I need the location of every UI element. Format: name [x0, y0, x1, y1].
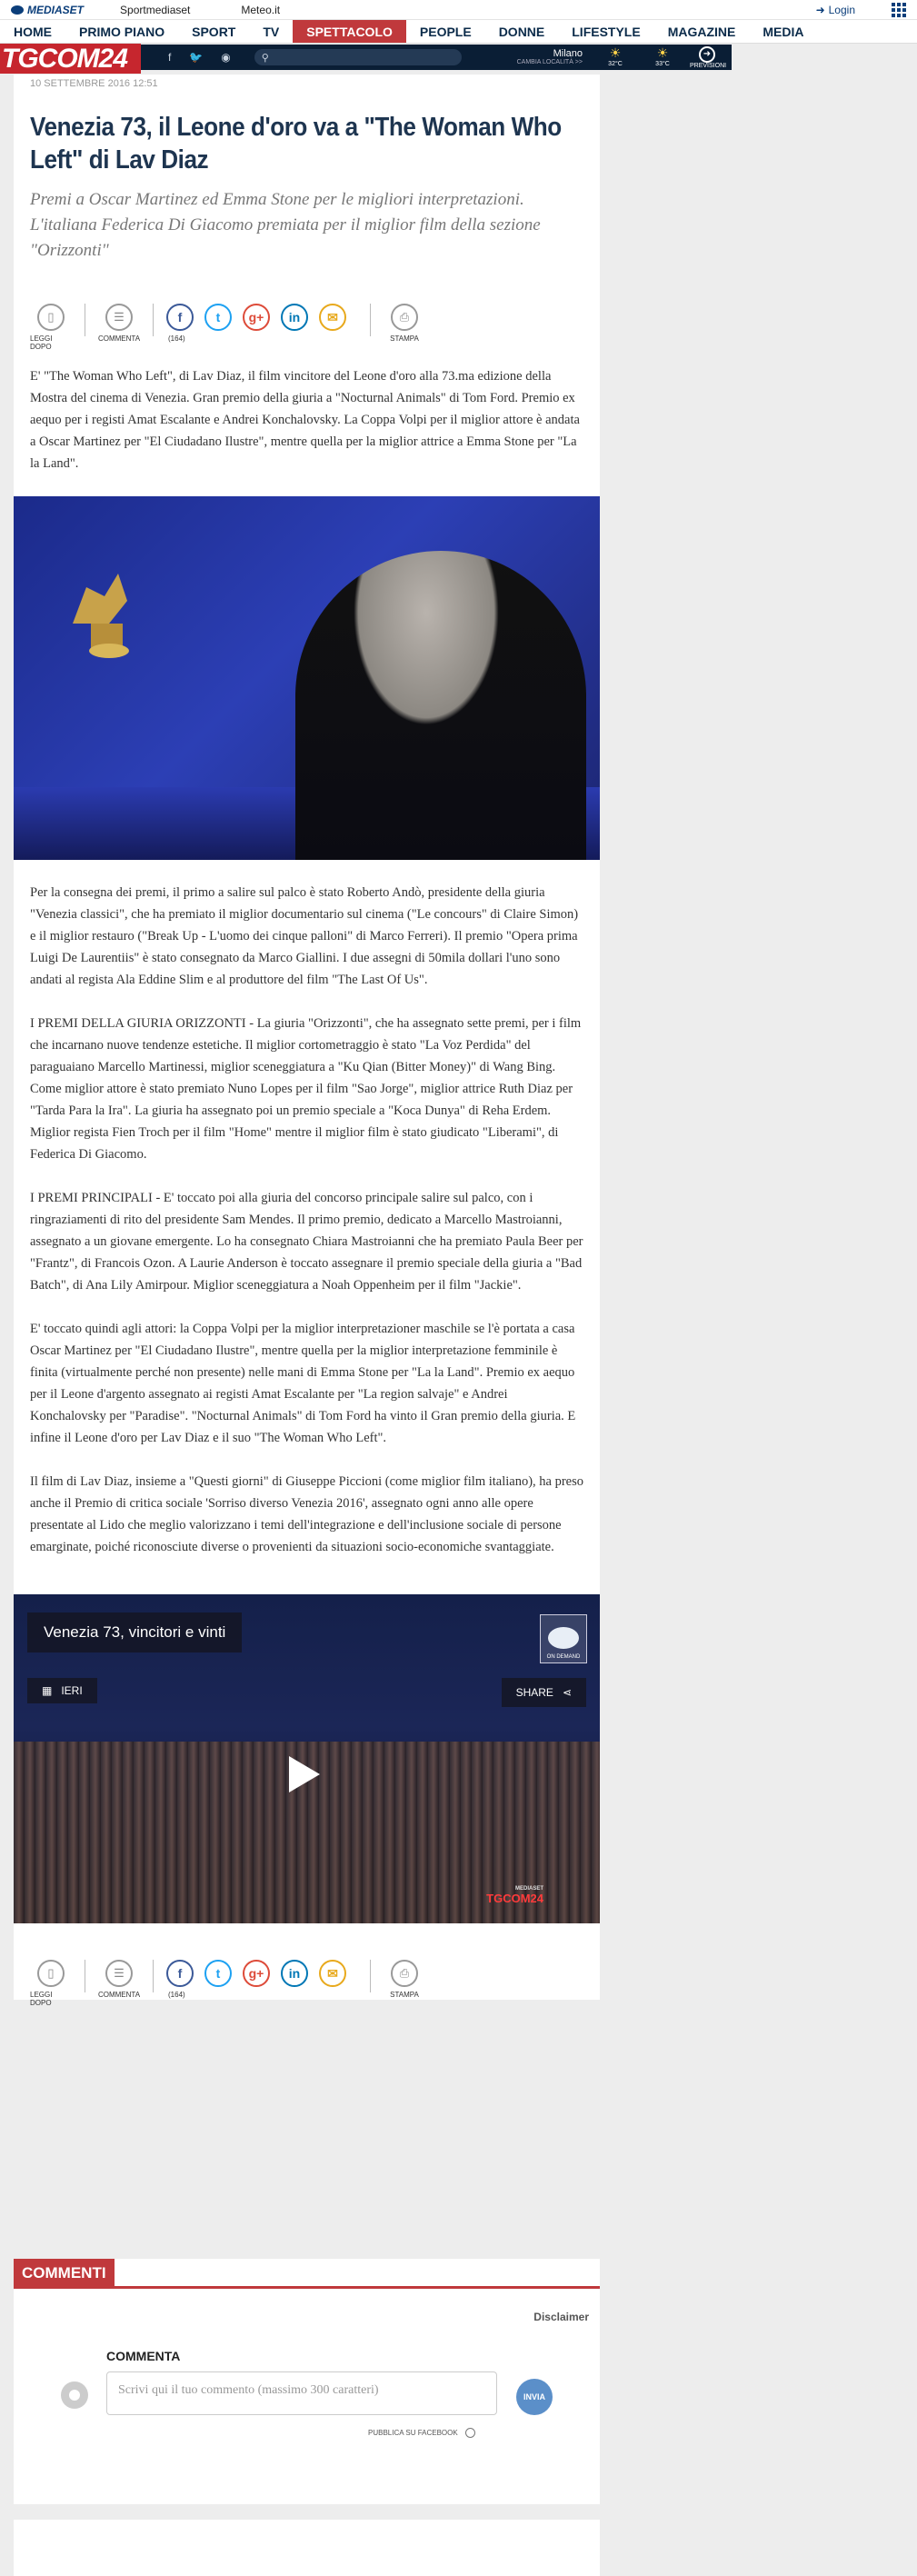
read-later-button[interactable]: ▯ LEGGI DOPO	[30, 304, 72, 351]
linkedin-share-icon[interactable]: in	[281, 304, 308, 331]
avatar	[61, 2381, 88, 2409]
googleplus-share-icon[interactable]: g+	[243, 1960, 270, 1987]
weather-city[interactable]: Milano CAMBIA LOCALITÀ >>	[516, 48, 583, 66]
divider	[153, 1960, 154, 1992]
top-utility-bar	[0, 0, 917, 20]
share-count: (164)	[168, 1991, 185, 1999]
tgcom24-watermark: MEDIASET TGCOM24	[486, 1886, 543, 1905]
divider	[153, 304, 154, 336]
paragraph: I PREMI PRINCIPALI - E' toccato poi alla giuria del concorso principale salire sul palco, con i ringraziamenti di rito del presidente Sam Mendes. Il primo premio, dedicato a Marcello Mastroianni, assegnato a un giovane emergente. Lo ha consegnato Chiara Mastroianni che ha premiato Paula Beer per "Frantz", di Francois Ozon. A Laurie Anderson è toccato assegnare il premio speciale della giuria a "Bad Batch", di Ana Lily Amirpour. Miglior sceneggiatura a Noah Oppenheim per il film "Jackie".	[30, 1191, 583, 1293]
photo-subject	[295, 551, 586, 860]
googleplus-share-icon[interactable]: g+	[243, 304, 270, 331]
print-icon: ⎙	[391, 1960, 418, 1987]
twitter-share-icon[interactable]: t	[204, 1960, 232, 1987]
video-title: Venezia 73, vincitori e vinti	[27, 1612, 242, 1652]
divider	[370, 304, 371, 336]
facebook-share-icon[interactable]: f	[166, 304, 194, 331]
golden-lion-trophy	[55, 560, 154, 669]
article-subtitle: Premi a Oscar Martinez ed Emma Stone per le migliori interpretazioni. L'italiana Federica Di Giacomo premiata per il miglior film della sezione "Orizzonti"	[30, 190, 541, 260]
paragraph: Il film di Lav Diaz, insieme a "Questi giorni" di Giuseppe Piccioni (come miglior film italiano), ha preso anche il Premio di critica sociale 'Sorriso diverso Venezia 2016', assegnato ogni anno alle opere presentate al Lido che meglio valorizzano i temi dell'integrazione e dell'inclusione sociale di persone emarginate, poiché riconosciute diverse o provenienti da situazioni socio-economiche svantaggiate.	[30, 1474, 584, 1554]
social-share-group	[166, 304, 357, 343]
sportmediaset-link[interactable]: Sportmediaset	[120, 3, 191, 16]
divider	[370, 1960, 371, 1992]
mediaset-logo-icon	[11, 5, 24, 15]
tgcom24-logo[interactable]: TGCOM24	[0, 44, 141, 74]
nav-lifestyle[interactable]: LIFESTYLE	[572, 24, 641, 39]
share-bar-bottom	[30, 1960, 583, 2007]
rss-icon[interactable]: ◉	[221, 51, 231, 64]
read-later-button[interactable]: ▯ LEGGI DOPO	[30, 1960, 72, 2007]
play-icon[interactable]	[289, 1756, 320, 1792]
paragraph: I PREMI DELLA GIURIA ORIZZONTI - La giuria "Orizzonti", che ha assegnato sette premi, per i film che incarnano nuove tendenze estetiche. Il miglior cortometraggio è stato "La Voz Perdida" del paraguaiano Marcello Martinessi, miglior sceneggiatura a "Ku Qian (Bitter Money)" di Wang Bing. Come miglior attore è stato premiato Nuno Lopes per il film "Sao Jorge", miglior attrice Ruth Diaz per "Tarda Para la Ira". La giuria ha assegnato poi un premio speciale a "Koca Dunya" di Reha Erdem. Miglior regista Fien Troch per il film "Home" mentre il miglior film è stato giudicato "Liberami", di Federica Di Giacomo.	[30, 1016, 582, 1162]
nav-donne[interactable]: DONNE	[498, 24, 545, 39]
calendar-icon: ▦	[42, 1684, 53, 1697]
nav-home[interactable]: HOME	[14, 24, 52, 39]
print-button[interactable]: ⎙ STAMPA	[384, 1960, 425, 1999]
twitter-share-icon[interactable]: t	[204, 304, 232, 331]
email-share-icon[interactable]: ✉	[319, 304, 346, 331]
paragraph: Per la consegna dei premi, il primo a salire sul palco è stato Roberto Andò, presidente della giuria "Venezia classici", che ha premiato il miglior documentario sul cinema ("Le concours" di Claire Simon) e il miglior restauro ("Break Up - L'uomo dei cinque palloni" di Marco Ferreri). Il premio "Opera prima Luigi De Laurentiis" è stato consegnato da Marco Giallini. I due assegni di 50mila dollari l'uno sono andati al regista Ala Eddine Slim e al produttore del film "The Last Of Us".	[30, 885, 579, 987]
comment-input[interactable]: Scrivi qui il tuo commento (massimo 300 caratteri)	[106, 2371, 497, 2415]
search-input[interactable]	[254, 49, 462, 65]
nav-tv[interactable]: TV	[263, 24, 280, 39]
comment-button[interactable]: ☰ COMMENTA	[98, 304, 140, 343]
share-icon: ⋖	[562, 1686, 572, 1699]
search-icon: ⚲	[261, 52, 269, 64]
video-player[interactable]	[14, 1594, 600, 1923]
share-count: (164)	[168, 334, 185, 343]
comment-label: COMMENTA	[106, 2349, 181, 2363]
forecast-button[interactable]: ➜ PREVISIONI	[690, 46, 724, 69]
send-button[interactable]: INVIA	[516, 2379, 553, 2415]
sun-icon: ☀	[656, 45, 669, 61]
nav-people[interactable]: PEOPLE	[419, 24, 472, 39]
email-share-icon[interactable]: ✉	[319, 1960, 346, 1987]
login-icon: ➜	[815, 4, 825, 16]
article-photo	[14, 496, 600, 860]
share-bar-top	[30, 304, 583, 351]
apps-grid-icon[interactable]	[892, 3, 906, 17]
radio-icon[interactable]	[465, 2428, 475, 2438]
disclaimer-link[interactable]: Disclaimer	[533, 2311, 589, 2323]
nav-spettacolo[interactable]: SPETTACOLO	[293, 20, 406, 43]
bookmark-icon: ▯	[37, 1960, 65, 1987]
article-date: 10 SETTEMBRE 2016 12:51	[30, 78, 158, 89]
comments-header: COMMENTI	[14, 2259, 600, 2289]
comments-section	[14, 2259, 600, 2504]
facebook-share-icon[interactable]: f	[166, 1960, 194, 1987]
article-title: Venezia 73, il Leone d'oro va a "The Woman Who Left" di Lav Diaz	[30, 113, 562, 175]
facebook-icon[interactable]: f	[168, 51, 172, 64]
comment-button[interactable]: ☰ COMMENTA	[98, 1960, 140, 1999]
paragraph: E' toccato quindi agli attori: la Coppa Volpi per la miglior interpretazioner maschile se l'è portata a casa Oscar Martinez per "El Ciudadano Ilustre", mentre quella per la miglior interpretazione femminile è finita (virtualmente perché non presente) nelle mani di Emma Stone per "La la Land". Premio ex aequo per il Leone d'argento assegnato ai registi Amat Escalante per "La region salvaje" e Andrei Konchalovsky per "Paradise". "Nocturnal Animals" di Tom Ford ha vinto il Gran premio della giuria. E infine il Leone d'oro per Lav Diaz e il suo "The Woman Who Left".	[30, 1322, 576, 1445]
nav-sport[interactable]: SPORT	[192, 24, 236, 39]
login-button[interactable]: ➜ Login	[815, 4, 855, 16]
video-share-button[interactable]: SHARE ⋖	[502, 1678, 586, 1707]
social-share-group	[166, 1960, 357, 1999]
article	[14, 75, 600, 2007]
nav-magazine[interactable]: MAGAZINE	[667, 24, 736, 39]
main-nav	[0, 20, 917, 44]
print-button[interactable]: ⎙ STAMPA	[384, 304, 425, 343]
weather-day-1: ☀ 32°C	[595, 45, 635, 68]
publish-facebook-option[interactable]: PUBBLICA SU FACEBOOK	[368, 2428, 475, 2438]
mediaset-logo[interactable]: MEDIASET	[11, 4, 84, 16]
comment-icon: ☰	[105, 1960, 133, 1987]
twitter-icon[interactable]: 🐦	[189, 51, 204, 64]
print-icon: ⎙	[391, 304, 418, 331]
on-demand-badge: ON DEMAND	[540, 1614, 587, 1663]
sun-icon: ☀	[609, 45, 622, 61]
arrow-right-icon: ➜	[699, 46, 715, 63]
nav-primo-piano[interactable]: PRIMO PIANO	[79, 24, 165, 39]
nav-media[interactable]: MEDIA	[763, 24, 804, 39]
linkedin-share-icon[interactable]: in	[281, 1960, 308, 1987]
weather-day-2: ☀ 33°C	[643, 45, 683, 68]
bottom-panel	[14, 2520, 600, 2576]
comment-icon: ☰	[105, 304, 133, 331]
meteo-link[interactable]: Meteo.it	[241, 3, 281, 16]
bookmark-icon: ▯	[37, 304, 65, 331]
video-date: ▦ IERI	[27, 1678, 97, 1703]
weather-widget	[517, 45, 732, 70]
on-demand-icon	[548, 1627, 579, 1649]
paragraph: E' "The Woman Who Left", di Lav Diaz, il film vincitore del Leone d'oro alla 73.ma edizione della Mostra del cinema di Venezia. Gran premio della giuria a "Nocturnal Animals" di Tom Ford. Premio ex aequo per i registi Amat Escalante e Andrei Konchalovsky. La Coppa Volpi per il miglior attore è andata a Oscar Martinez per "El Ciudadano Ilustre", mentre quella per la miglior attrice a Emma Stone per "La la Land".	[30, 369, 580, 471]
